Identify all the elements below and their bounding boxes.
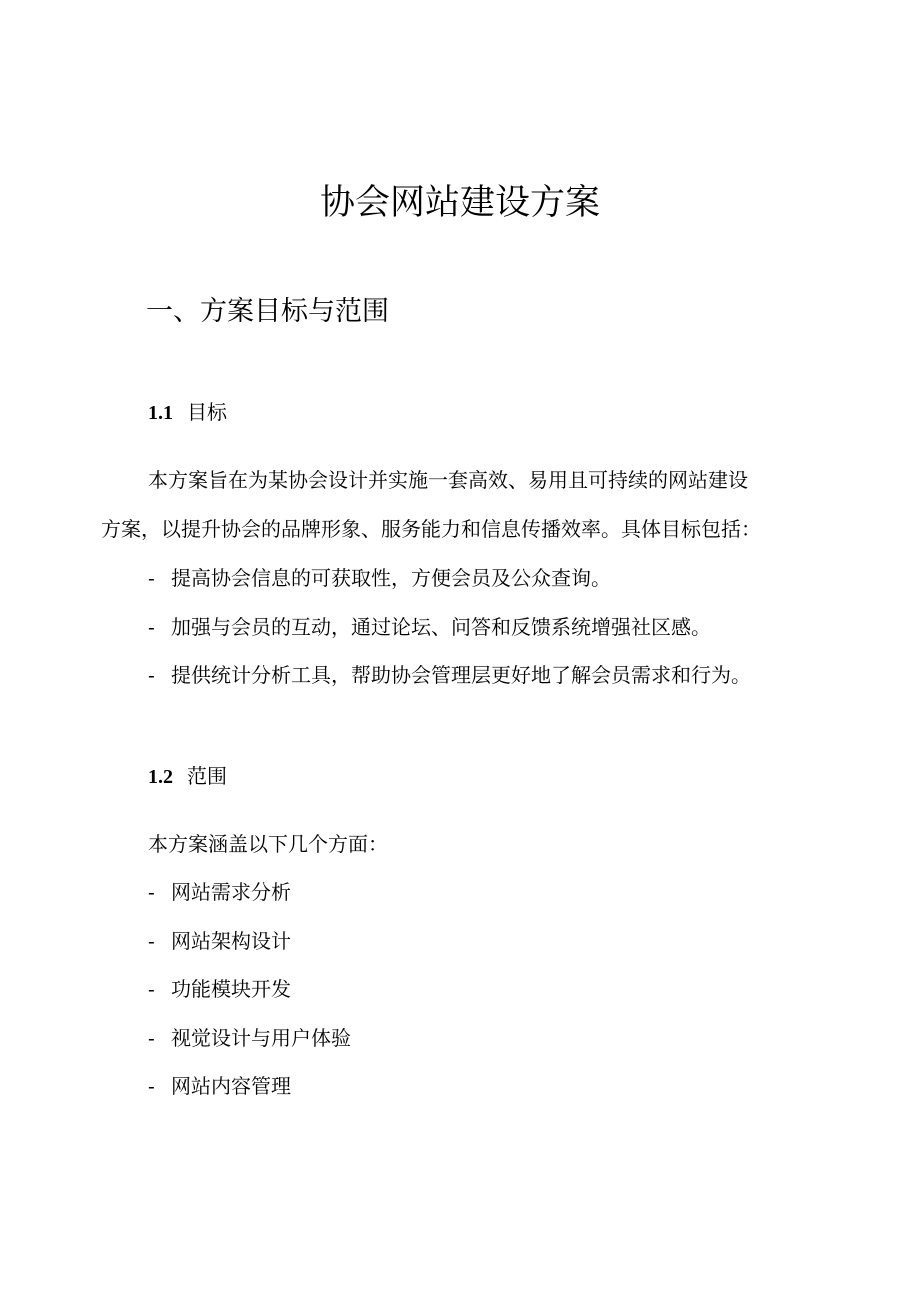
bullet-dash: - bbox=[148, 566, 155, 590]
goal-list-item bbox=[148, 661, 751, 689]
scope-text: 网站内容管理 bbox=[171, 1074, 291, 1098]
goal-text: 提高协会信息的可获取性，方便会员及公众查询。 bbox=[171, 566, 611, 590]
scope-list-item bbox=[148, 1024, 351, 1052]
document-title: 协会网站建设方案 bbox=[319, 183, 600, 223]
scope-list-item bbox=[148, 927, 291, 955]
subsection-number: 1.2 bbox=[148, 766, 173, 788]
goal-text: 加强与会员的互动，通过论坛、问答和反馈系统增强社区感。 bbox=[171, 615, 711, 639]
bullet-dash: - bbox=[148, 929, 155, 953]
scope-text: 功能模块开发 bbox=[171, 977, 291, 1001]
subsection-title: 范围 bbox=[187, 764, 227, 788]
goal-text: 提供统计分析工具，帮助协会管理层更好地了解会员需求和行为。 bbox=[171, 663, 751, 687]
goals-intro-line-1: 本方案旨在为某协会设计并实施一套高效、易用且可持续的网站建设 bbox=[148, 468, 748, 492]
goals-intro-line-2: 方案，以提升协会的品牌形象、服务能力和信息传播效率。具体目标包括： bbox=[101, 517, 761, 541]
section-heading-goals-scope: 一、方案目标与范围 bbox=[146, 296, 389, 327]
scope-text: 网站架构设计 bbox=[171, 929, 291, 953]
subsection-number: 1.1 bbox=[148, 402, 173, 424]
bullet-dash: - bbox=[148, 1074, 155, 1098]
goal-list-item bbox=[148, 613, 711, 641]
bullet-dash: - bbox=[148, 1026, 155, 1050]
subsection-title: 目标 bbox=[187, 400, 227, 424]
scope-list-item bbox=[148, 878, 291, 906]
scope-list-item bbox=[148, 975, 291, 1003]
bullet-dash: - bbox=[148, 663, 155, 687]
bullet-dash: - bbox=[148, 615, 155, 639]
bullet-dash: - bbox=[148, 977, 155, 1001]
subsection-heading-goals bbox=[148, 398, 227, 427]
scope-text: 视觉设计与用户体验 bbox=[171, 1026, 351, 1050]
goal-list-item bbox=[148, 564, 611, 592]
bullet-dash: - bbox=[148, 880, 155, 904]
scope-list-item bbox=[148, 1072, 291, 1100]
scope-intro: 本方案涵盖以下几个方面： bbox=[148, 832, 388, 856]
subsection-heading-scope bbox=[148, 762, 227, 791]
scope-text: 网站需求分析 bbox=[171, 880, 291, 904]
